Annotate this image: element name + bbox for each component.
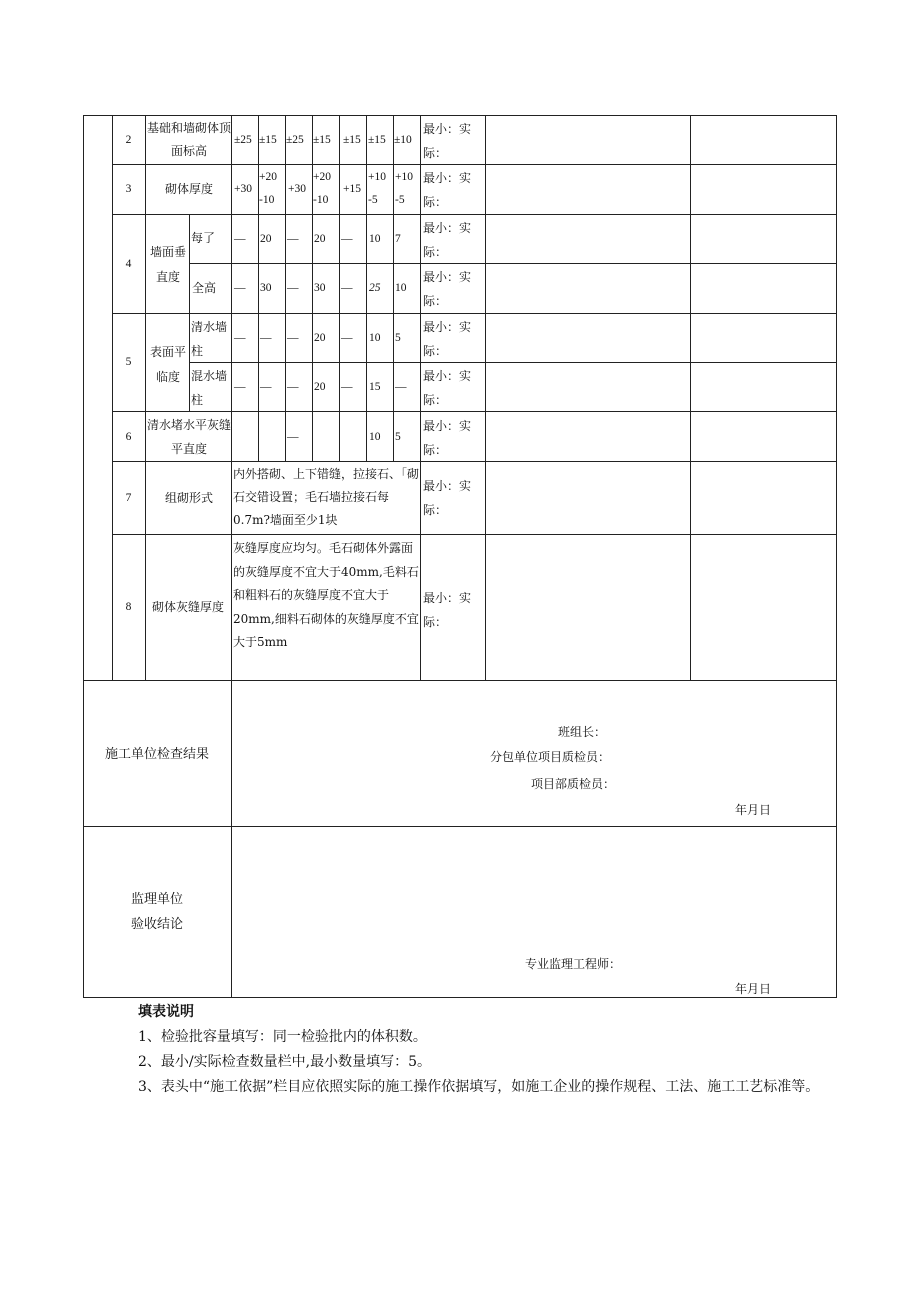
check-qty: 最小：实际： — [423, 270, 472, 308]
value-cell: +10 -5 — [395, 171, 413, 206]
value-cell: +20 -10 — [313, 171, 331, 206]
row-number: 4 — [125, 258, 132, 270]
check-qty: 最小：实际： — [423, 171, 472, 209]
item-name: 墙面垂直度 — [149, 245, 186, 284]
value-cell: ±15 — [368, 134, 386, 146]
row-number: 8 — [125, 601, 132, 613]
row-number: 5 — [125, 356, 132, 368]
value-cell: 5 — [395, 332, 401, 344]
value-cell: 10 — [369, 332, 381, 344]
check-qty: 最小：实际： — [423, 369, 472, 407]
value-cell: — — [287, 431, 299, 443]
value-cell: 20 — [314, 332, 326, 344]
value-cell: 25 — [369, 282, 381, 294]
check-qty: 最小：实际： — [423, 479, 472, 517]
value-cell: 10 — [395, 282, 407, 294]
value-cell: 10 — [369, 233, 381, 245]
value-cell: — — [287, 233, 299, 245]
value-cell: — — [287, 381, 299, 393]
note-item: 1、检验批容量填写：同一检验批内的体积数。 — [138, 1029, 427, 1045]
value-cell: +30 — [288, 183, 306, 195]
check-qty: 最小：实际： — [423, 320, 472, 358]
value-cell: ±25 — [234, 134, 252, 146]
row-number: 6 — [125, 431, 132, 443]
value-cell: — — [395, 381, 407, 393]
value-cell: — — [341, 282, 353, 294]
row-number: 7 — [125, 492, 132, 504]
value-cell: 20 — [314, 381, 326, 393]
value-cell: 30 — [260, 282, 272, 294]
value-cell: ±10 — [394, 134, 412, 146]
value-cell: — — [287, 332, 299, 344]
value-cell: — — [234, 233, 246, 245]
value-cell: — — [234, 282, 246, 294]
value-cell: 20 — [260, 233, 272, 245]
check-qty: 最小：实际： — [423, 419, 472, 457]
check-qty: 最小：实际： — [423, 122, 472, 160]
sub-item-name: 清水墙柱 — [191, 320, 228, 358]
value-cell: +20 -10 — [259, 171, 277, 206]
value-cell: ±25 — [286, 134, 304, 146]
value-cell: — — [234, 332, 246, 344]
sub-item-name: 每了 — [191, 231, 216, 245]
row-number: 2 — [125, 134, 132, 146]
value-cell: +30 — [234, 183, 252, 195]
value-cell: ±15 — [313, 134, 331, 146]
value-cell: — — [341, 381, 353, 393]
value-cell: 10 — [369, 431, 381, 443]
value-cell: 5 — [395, 431, 401, 443]
construction-date: 年月日 — [735, 803, 772, 817]
item-name: 组砌形式 — [164, 491, 213, 505]
requirement-text: 内外搭砌、上下错缝，拉接石、「砌石交错设置；毛石墙拉接石每0.7m?墙面至少1块 — [233, 467, 420, 527]
value-cell: ±15 — [259, 134, 277, 146]
note-item: 3、表头中“施工依据”栏目应依照实际的施工操作依据填写，如施工企业的操作规程、工法、施工工艺标准等。 — [138, 1079, 820, 1095]
value-cell: 20 — [314, 233, 326, 245]
value-cell: +15 — [343, 183, 361, 195]
value-cell: — — [260, 332, 272, 344]
requirement-text: 灰缝厚度应均匀。毛石砌体外露面的灰缝厚度不宜大于40mm,毛料石和粗料石的灰缝厚度不宜大于20mm,细料石砌体的灰缝厚度不宜大于5mm — [233, 541, 419, 649]
supervision-label-1: 监理单位 — [130, 892, 183, 907]
value-cell: ±15 — [343, 134, 361, 146]
value-cell: — — [341, 332, 353, 344]
sub-item-name: 全高 — [192, 281, 217, 295]
supervision-engineer-label: 专业监理工程师： — [525, 957, 622, 971]
value-cell: — — [234, 381, 246, 393]
supervision-date: 年月日 — [735, 982, 772, 996]
value-cell: 30 — [314, 282, 326, 294]
value-cell: — — [287, 282, 299, 294]
value-cell: — — [341, 233, 353, 245]
item-name: 砌体灰缝厚度 — [151, 600, 224, 614]
construction-label: 施工单位检查结果 — [104, 747, 209, 762]
fill-instructions — [138, 1000, 838, 1100]
item-name: 表面平临度 — [149, 345, 186, 384]
value-cell: — — [260, 381, 272, 393]
value-cell: +10 -5 — [368, 171, 386, 206]
row-number: 3 — [125, 183, 132, 195]
item-name: 基础和墙砌体顶面标高 — [147, 121, 232, 158]
sub-item-name: 混水墙柱 — [191, 369, 228, 407]
sub-inspector-label: 分包单位项目质检员： — [490, 750, 611, 764]
project-inspector-label: 项目部质检员： — [531, 777, 616, 791]
check-qty: 最小：实际： — [423, 591, 472, 629]
team-leader-label: 班组长： — [558, 725, 607, 739]
value-cell: 15 — [369, 381, 381, 393]
item-name: 砌体厚度 — [164, 182, 213, 196]
notes-title: 填表说明 — [138, 1004, 194, 1020]
value-cell: 7 — [395, 233, 401, 245]
note-item: 2、最小/实际检查数量栏中,最小数量填写：5。 — [138, 1054, 431, 1070]
item-name: 清水堵水平灰缝平直度 — [147, 418, 232, 456]
supervision-label-2: 验收结论 — [130, 917, 183, 932]
check-qty: 最小：实际： — [423, 221, 472, 259]
